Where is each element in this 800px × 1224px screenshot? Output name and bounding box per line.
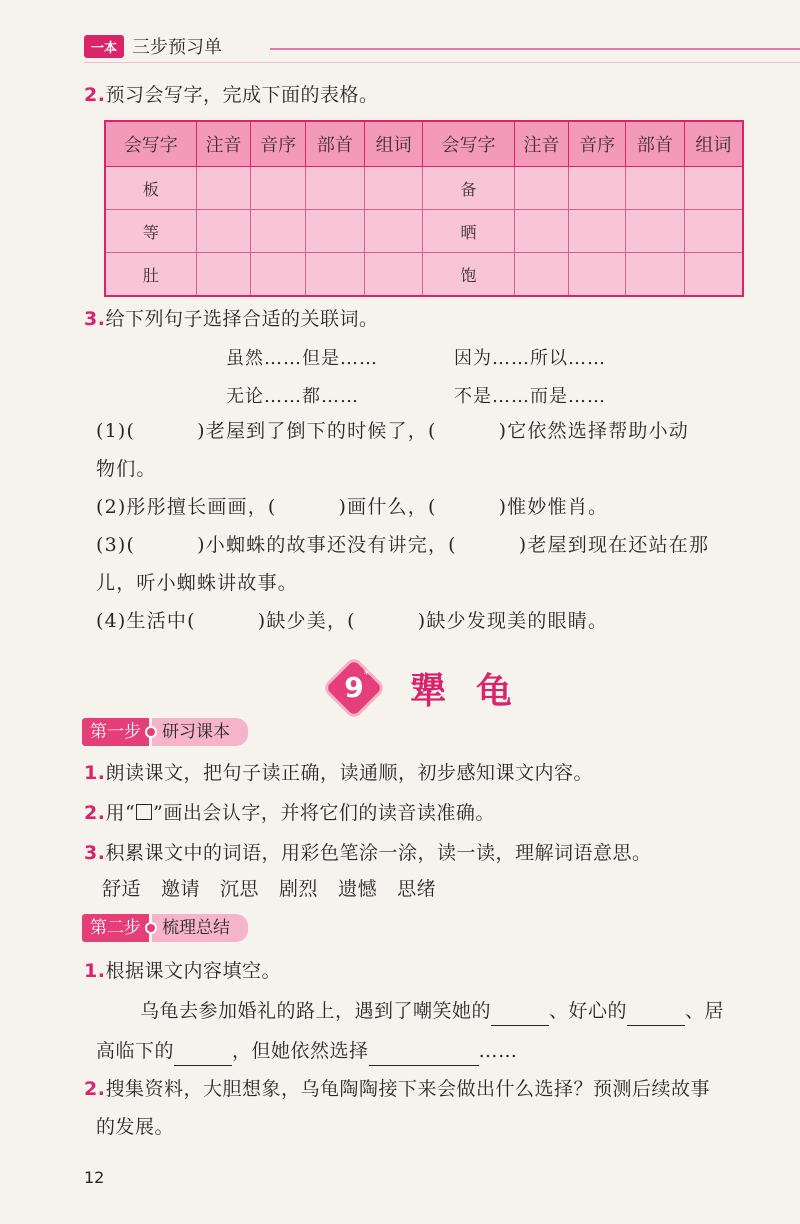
- sentence-4: [96, 604, 608, 638]
- step-1-label: [82, 718, 248, 746]
- page-header: [84, 34, 222, 58]
- step-tag: 第二步: [82, 914, 149, 942]
- sentence-text: )缺少美，(: [257, 610, 356, 632]
- question-text: 预习会写字，完成下面的表格。: [105, 84, 379, 106]
- table-cell: 饱: [423, 253, 514, 297]
- sentence-2: [96, 490, 608, 524]
- fill-line-2: [96, 1036, 518, 1066]
- table-header: 部首: [625, 121, 684, 167]
- blank-cell[interactable]: [625, 253, 684, 297]
- question-2: [84, 80, 378, 110]
- sentence-text: )老屋到了倒下的时候了，(: [197, 420, 437, 442]
- vocab-word[interactable]: 邀请: [161, 878, 201, 900]
- table-cell: 板: [105, 167, 196, 210]
- blank-cell[interactable]: [569, 167, 626, 210]
- blank-cell[interactable]: [364, 210, 423, 253]
- blank-cell[interactable]: [364, 253, 423, 297]
- square-box-icon: [136, 804, 152, 820]
- blank-cell[interactable]: [569, 210, 626, 253]
- blank-cell[interactable]: [305, 210, 364, 253]
- sentence-1-cont: [96, 452, 157, 486]
- lesson-number: 9: [344, 671, 364, 704]
- answer-blank[interactable]: [369, 1043, 479, 1066]
- table-header-row: [105, 121, 743, 167]
- item-text: 搜集资料，大胆想象，乌龟陶陶接下来会做出什么选择？预测后续故事: [105, 1078, 710, 1100]
- answer-blank[interactable]: [174, 1043, 232, 1066]
- question-3: [84, 304, 378, 334]
- sentence-3: [96, 528, 709, 562]
- lesson-number-badge: [326, 660, 382, 716]
- blank-cell[interactable]: [305, 253, 364, 297]
- blank-cell[interactable]: [684, 167, 743, 210]
- table-row: [105, 253, 743, 297]
- question-number: 2.: [84, 84, 106, 106]
- sentence-text: 物们。: [96, 458, 157, 480]
- blank-cell[interactable]: [625, 210, 684, 253]
- blank-cell[interactable]: [569, 253, 626, 297]
- fill-text: 、好心的: [549, 1000, 628, 1022]
- sentence-text: (4)生活中(: [96, 610, 196, 632]
- blank-cell[interactable]: [364, 167, 423, 210]
- table-header: 音序: [569, 121, 626, 167]
- lesson-title: 犟龟: [410, 670, 543, 712]
- step1-item-2: [84, 798, 495, 828]
- table-header: 音序: [251, 121, 306, 167]
- blank-cell[interactable]: [196, 167, 251, 210]
- sentence-text: (2)彤彤擅长画画，(: [96, 496, 277, 518]
- item-text: 积累课文中的词语，用彩色笔涂一涂，读一读，理解词语意思。: [105, 842, 652, 864]
- step-2-label: [82, 914, 248, 942]
- blank-cell[interactable]: [196, 253, 251, 297]
- blank-cell[interactable]: [251, 167, 306, 210]
- blank-cell[interactable]: [514, 210, 569, 253]
- sentence-text: )老屋到现在还站在那: [518, 534, 710, 556]
- lesson-title-block: [326, 660, 542, 716]
- sentence-3-cont: [96, 566, 298, 600]
- table-header: 注音: [196, 121, 251, 167]
- brand-badge: 一本: [84, 35, 124, 58]
- step-label: 研习课本: [152, 718, 248, 746]
- item-number: 1.: [84, 762, 106, 784]
- header-title: 三步预习单: [132, 37, 223, 58]
- conjunction-option: 不是……而是……: [454, 386, 606, 407]
- table-header: 会写字: [105, 121, 196, 167]
- blank-cell[interactable]: [684, 210, 743, 253]
- sentence-text: )缺少发现美的眼睛。: [417, 610, 609, 632]
- vocab-word[interactable]: 遗憾: [338, 878, 378, 900]
- answer-blank[interactable]: [491, 1003, 549, 1026]
- table-header: 组词: [684, 121, 743, 167]
- answer-blank[interactable]: [627, 1003, 685, 1026]
- table-cell: 肚: [105, 253, 196, 297]
- fill-text: ……: [478, 1040, 518, 1062]
- step-tag: 第一步: [82, 718, 149, 746]
- step1-item-3: [84, 838, 651, 868]
- table-cell: 等: [105, 210, 196, 253]
- blank-cell[interactable]: [625, 167, 684, 210]
- vocab-words: [102, 874, 436, 904]
- blank-cell[interactable]: [514, 253, 569, 297]
- question-text: 给下列句子选择合适的关联词。: [105, 308, 379, 330]
- step2-question-2-cont: [96, 1112, 174, 1142]
- vocab-word[interactable]: 舒适: [102, 878, 142, 900]
- step-dot-icon: [147, 924, 155, 932]
- vocab-word[interactable]: 剧烈: [279, 878, 319, 900]
- header-divider: [270, 48, 800, 50]
- step2-question-1: [84, 956, 281, 986]
- sentence-text: 儿，听小蜘蛛讲故事。: [96, 572, 299, 594]
- conjunction-option: 无论……都……: [226, 386, 359, 407]
- table-header: 会写字: [423, 121, 514, 167]
- sentence-text: (1)(: [96, 420, 136, 442]
- sentence-text: )惟妙惟肖。: [498, 496, 609, 518]
- item-text: 的发展。: [96, 1116, 175, 1138]
- sentence-text: )小蜘蛛的故事还没有讲完，(: [197, 534, 457, 556]
- lesson-star: *: [364, 668, 370, 681]
- item-text: 根据课文内容填空。: [105, 960, 281, 982]
- item-number: 1.: [84, 960, 106, 982]
- step-dot-icon: [147, 728, 155, 736]
- table-row: [105, 210, 743, 253]
- item-text: 朗读课文，把句子读正确，读通顺，初步感知课文内容。: [105, 762, 593, 784]
- blank-cell[interactable]: [251, 210, 306, 253]
- sentence-text: )画什么，(: [338, 496, 437, 518]
- blank-cell[interactable]: [305, 167, 364, 210]
- conjunction-option: 因为……所以……: [454, 348, 606, 369]
- item-text: 用“: [105, 802, 136, 824]
- blank-cell[interactable]: [251, 253, 306, 297]
- blank-cell[interactable]: [196, 210, 251, 253]
- vocab-word[interactable]: 思绪: [397, 878, 437, 900]
- conjunction-option: 虽然……但是……: [226, 348, 378, 369]
- vocab-word[interactable]: 沉思: [220, 878, 260, 900]
- table-row: [105, 167, 743, 210]
- blank-cell[interactable]: [514, 167, 569, 210]
- table-header: 部首: [305, 121, 364, 167]
- character-table: [104, 120, 744, 297]
- table-header: 组词: [364, 121, 423, 167]
- page-number: 12: [84, 1168, 105, 1187]
- step-label: 梳理总结: [152, 914, 248, 942]
- sentence-text: (3)(: [96, 534, 136, 556]
- table-header: 注音: [514, 121, 569, 167]
- item-number: 3.: [84, 842, 106, 864]
- fill-text: ，但她依然选择: [232, 1040, 369, 1062]
- question-number: 3.: [84, 308, 106, 330]
- fill-text: 、居: [685, 1000, 725, 1022]
- sentence-text: )它依然选择帮助小动: [498, 420, 689, 442]
- fill-text: 乌龟去参加婚礼的路上，遇到了嘲笑她的: [140, 1000, 492, 1022]
- blank-cell[interactable]: [684, 253, 743, 297]
- sentence-1: [96, 414, 689, 448]
- item-number: 2.: [84, 802, 106, 824]
- item-number: 2.: [84, 1078, 106, 1100]
- item-text: ”画出会认字，并将它们的读音读准确。: [153, 802, 495, 824]
- step2-question-2: [84, 1074, 710, 1104]
- fill-text: 高临下的: [96, 1040, 175, 1062]
- table-cell: 晒: [423, 210, 514, 253]
- step1-item-1: [84, 758, 593, 788]
- fill-line-1: [140, 996, 724, 1026]
- header-underline: [84, 62, 800, 63]
- table-cell: 备: [423, 167, 514, 210]
